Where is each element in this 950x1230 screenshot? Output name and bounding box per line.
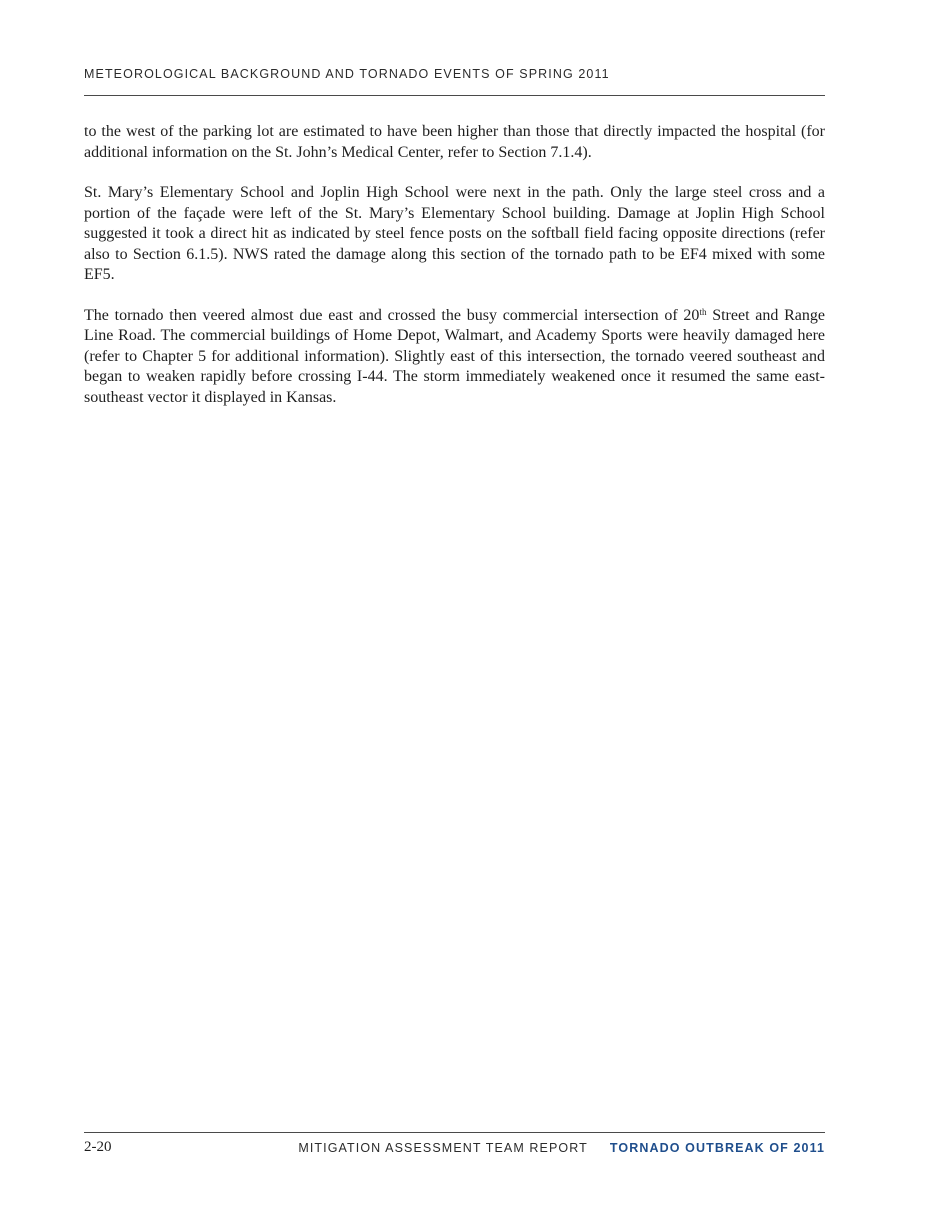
running-header: METEOROLOGICAL BACKGROUND AND TORNADO EVENTS OF SPRING 2011 (84, 67, 610, 81)
paragraph-3 (84, 306, 825, 409)
report-title: TORNADO OUTBREAK OF 2011 (609, 1141, 825, 1155)
paragraph-1: to the west of the parking lot are estimated to have been higher than those that directly impacted the hospital (for additional information on the St. John’s Medical Center, refer to Section 7.1.4). (84, 123, 825, 161)
page-number: 2-20 (84, 1139, 112, 1155)
report-name: MITIGATION ASSESSMENT TEAM REPORT (298, 1141, 588, 1155)
footer-report-info (298, 1141, 825, 1155)
header-divider (84, 95, 825, 96)
footer-divider (84, 1132, 825, 1133)
ordinal-superscript: th (699, 306, 707, 317)
paragraph-3-start: The tornado then veered almost due east and crossed the busy commercial intersection of 20 (84, 306, 700, 324)
paragraph-3-end: Street and Range Line Road. The commercial buildings of Home Depot, Walmart, and Academy Sports were heavily damaged here (refer to Chapter 5 for additional information). Slightly east of this intersection, the tornado veered southeast and began to weaken rapidly before crossing I-44. The storm immediately weakened once it resumed the same east-southeast vector it displayed in Kansas. (84, 306, 826, 406)
paragraph-2: St. Mary’s Elementary School and Joplin High School were next in the path. Only the large steel cross and a portion of the façade were left of the St. Mary’s Elementary School building. Damage at Joplin High School suggested it took a direct hit as indicated by steel fence posts on the softball field facing opposite directions (refer also to Section 6.1.5). NWS rated the damage along this section of the tornado path to be EF4 mixed with some EF5. (84, 184, 825, 283)
body-text (84, 122, 825, 428)
